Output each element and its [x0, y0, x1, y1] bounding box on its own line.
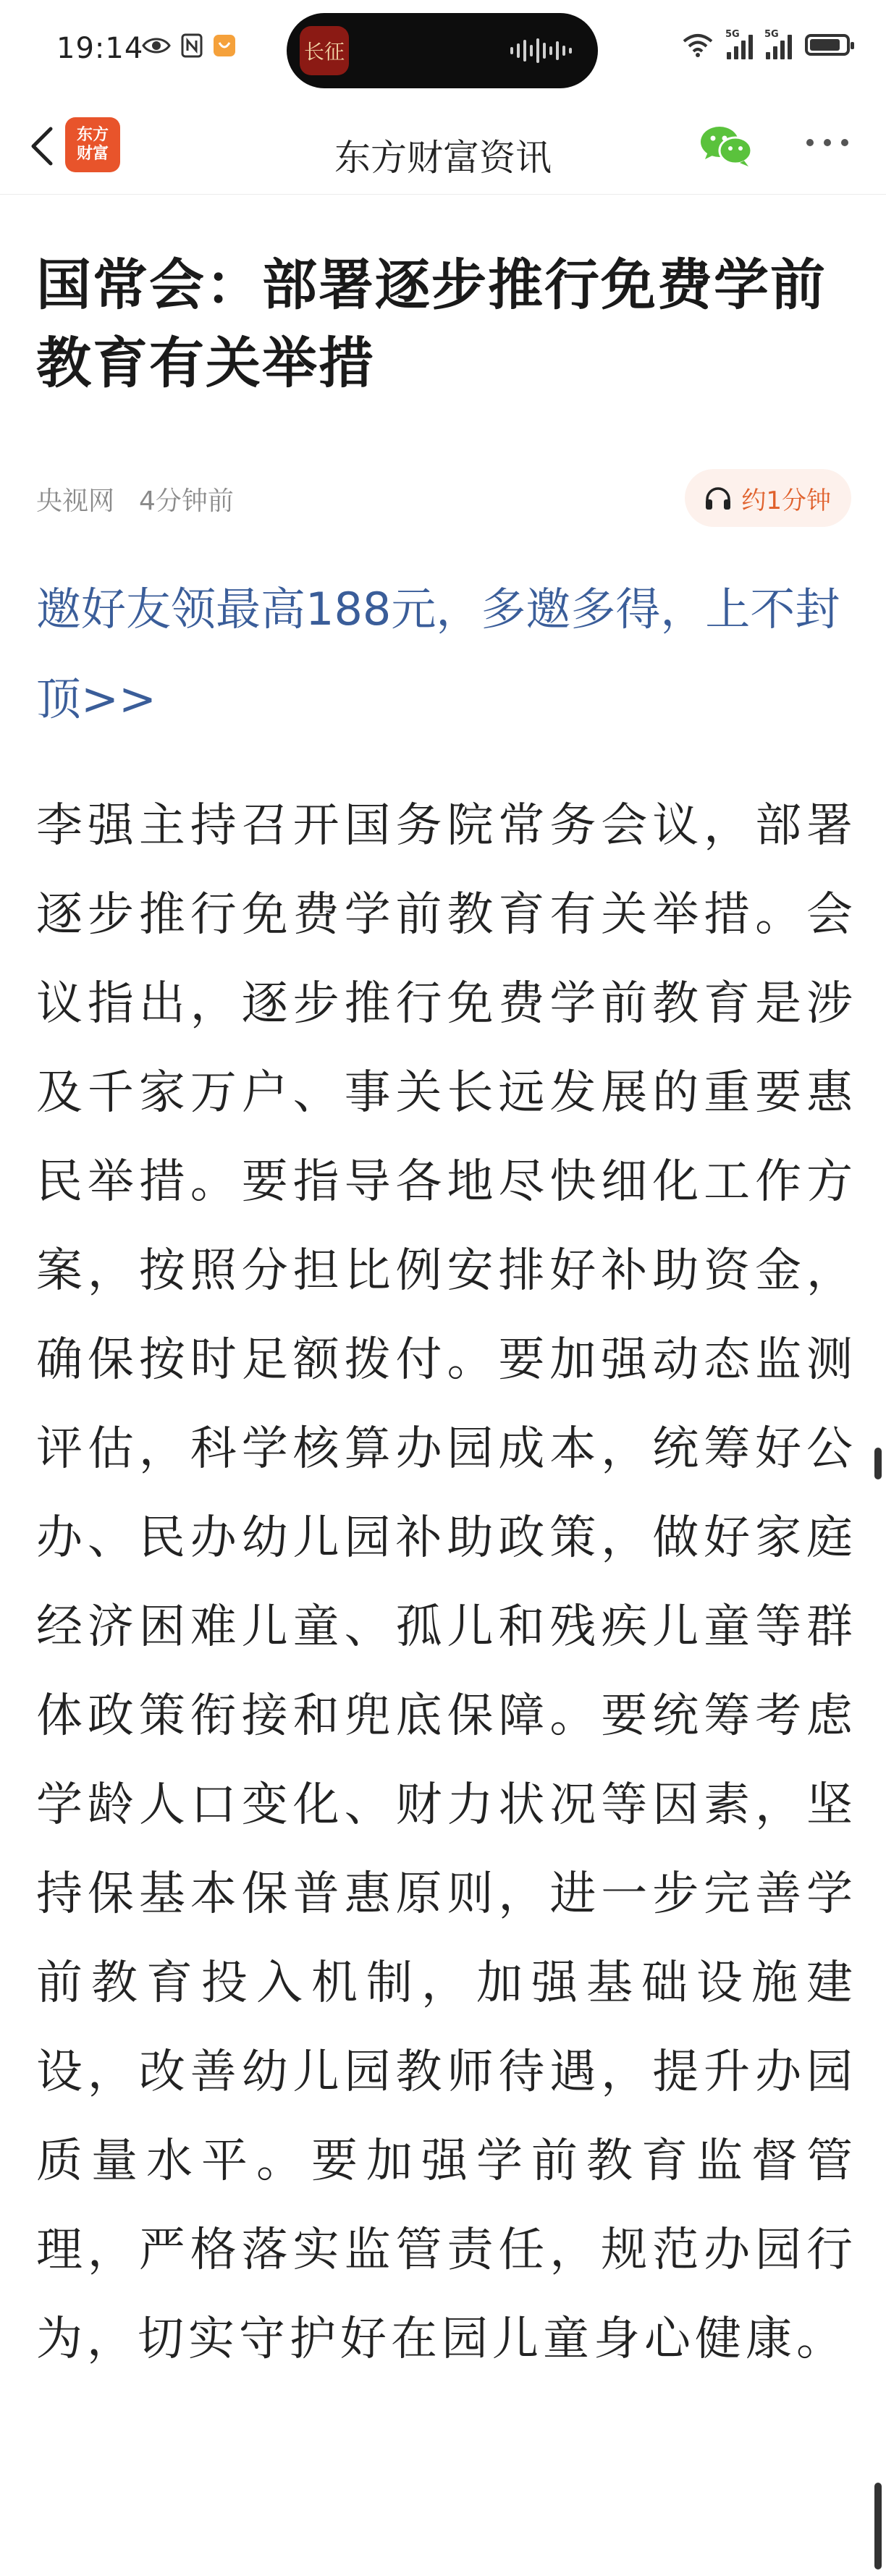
wifi-icon	[682, 33, 714, 57]
audio-wave-icon	[510, 38, 572, 64]
status-left-icons	[142, 33, 236, 58]
logo-line-2: 财富	[76, 145, 109, 163]
signal-icon	[727, 30, 753, 59]
battery-icon	[805, 34, 850, 56]
status-right-icons	[682, 30, 850, 59]
network-tag: 5G	[764, 29, 779, 40]
more-dot	[841, 139, 848, 146]
scrollbar-thumb[interactable]	[874, 1448, 882, 1479]
wechat-icon	[698, 123, 756, 169]
article-body: 李强主持召开国务院常务会议，部署逐步推行免费学前教育有关举措。会议指出，逐步推行免费学前教育是涉及千家万户、事关长远发展的重要惠民举措。要指导各地尽快细化工作方案，按照分担比例安排好补助资金，确保按时足额拨付。要加强动态监测评估，科学核算办园成本，统筹好公办、民办幼儿园补助政策，做好家庭经济困难儿童、孤儿和残疾儿童等群体政策衔接和兜底保障。要统筹考虑学龄人口变化、财力状况等因素，坚持保基本保普惠原则，进一步完善学前教育投入机制，加强基础设施建设，改善幼儿园教师待遇，提升办园质量水平。要加强学前教育监督管理，严格落实监管责任，规范办园行为，切实守护好在园儿童身心健康。	[36, 799, 857, 2366]
more-dot	[824, 139, 831, 146]
headphones-icon	[704, 485, 733, 511]
more-button[interactable]	[806, 139, 848, 146]
nav-header	[0, 101, 886, 195]
article-headline: 国常会：部署逐步推行免费学前教育有关举措	[36, 253, 827, 395]
status-time: 19:14	[56, 32, 144, 65]
wechat-share-button[interactable]	[698, 123, 756, 169]
article-time: 4分钟前	[139, 486, 234, 516]
signal-icon	[766, 30, 792, 59]
dynamic-island	[287, 13, 598, 88]
article-meta	[36, 481, 234, 518]
island-app-icon: 长征	[300, 26, 349, 75]
scrollbar-indicator[interactable]	[874, 2483, 882, 2569]
app-notification-icon	[213, 34, 236, 57]
more-dot	[806, 139, 814, 146]
listen-button[interactable]	[685, 469, 851, 527]
listen-duration: 约1分钟	[741, 486, 831, 515]
status-bar	[0, 0, 886, 101]
nfc-icon	[181, 33, 203, 58]
logo-line-1: 东方	[76, 126, 109, 144]
promo-link[interactable]: 邀好友领最高188元，多邀多得，上不封顶>>	[36, 583, 840, 725]
article-source: 央视网	[36, 486, 115, 516]
eye-icon	[142, 35, 171, 56]
page-title: 东方财富资讯	[334, 137, 552, 179]
network-tag: 5G	[725, 29, 740, 40]
